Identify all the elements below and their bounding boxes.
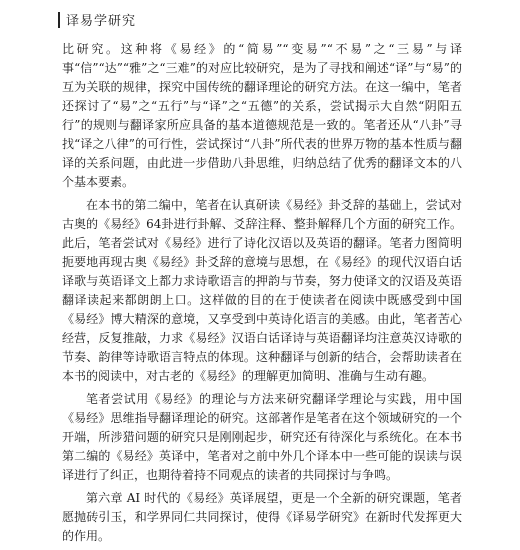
- header-rule: [58, 12, 60, 28]
- paragraph: 比研究。这种将《易经》的“简易”“变易”“不易”之“三易”与译事“信”“达”“雅”之“三难”的对应比较研究，是为了寻找和阐述“译”与“易”的互为关联的规律，探究中国传统的翻译理论的研究方法。在这一编中，笔者还探讨了“易”之“五行”与“译”之“五德”的关系，尝试揭示大自然“阴阳五行”的规则与翻译家所应具备的基本道德规范是一致的。笔者还从“八卦”寻找“译之八律”的可行性，尝试探讨“八卦”所代表的世界万物的基本性质与翻译的关系问题，由此进一步借助八卦思维，归纳总结了优秀的翻译文本的八个基本要素。: [62, 42, 462, 189]
- paragraph: 第六章 AI 时代的《易经》英译展望，更是一个全新的研究课题，笔者愿抛砖引玉，和学界同仁共同探讨，使得《译易学研究》在新时代发挥更大的作用。: [62, 491, 462, 543]
- header-title: 译易学研究: [66, 14, 137, 29]
- paragraph: 在本书的第二编中，笔者在认真研读《易经》卦爻辞的基础上，尝试对古奥的《易经》64卦进行卦解、爻辞注释、整卦解释几个方面的研究工作。此后，笔者尝试对《易经》进行了诗化汉语以及英语的翻译。笔者力图简明扼要地再现古奥《易经》卦爻辞的意境与思想，在《易经》的现代汉语白话译歌与英语译文上都力求诗歌语言的押韵与节奏，努力使译文的汉语及英语翻译读起来都朗朗上口。这样做的目的在于使读者在阅读中既感受到中国《易经》博大精深的意境，又享受到中英诗化语言的美感。由此，笔者苦心经营，反复推敲，力求《易经》汉语白话译诗与英语翻译均注意英汉诗歌的节奏、韵律等诗歌语言特点的体现。这种翻译与创新的结合，会帮助读者在本书的阅读中，对古老的《易经》的理解更加简明、准确与生动有趣。: [62, 198, 462, 383]
- paragraph: 笔者尝试用《易经》的理论与方法来研究翻译学理论与实践，用中国《易经》思维指导翻译理论的研究。这部著作是笔者在这个领域研究的一个开端，所涉猎问题的研究只是刚刚起步，研究还有待深化与系统化。在本书第二编的《易经》英译中，笔者对之前中外几个译本中一些可能的误读与误译进行了纠正，也期待着持不同观点的读者的共同探讨与争鸣。: [62, 392, 462, 482]
- body-text: [62, 40, 462, 550]
- running-header: [58, 10, 136, 29]
